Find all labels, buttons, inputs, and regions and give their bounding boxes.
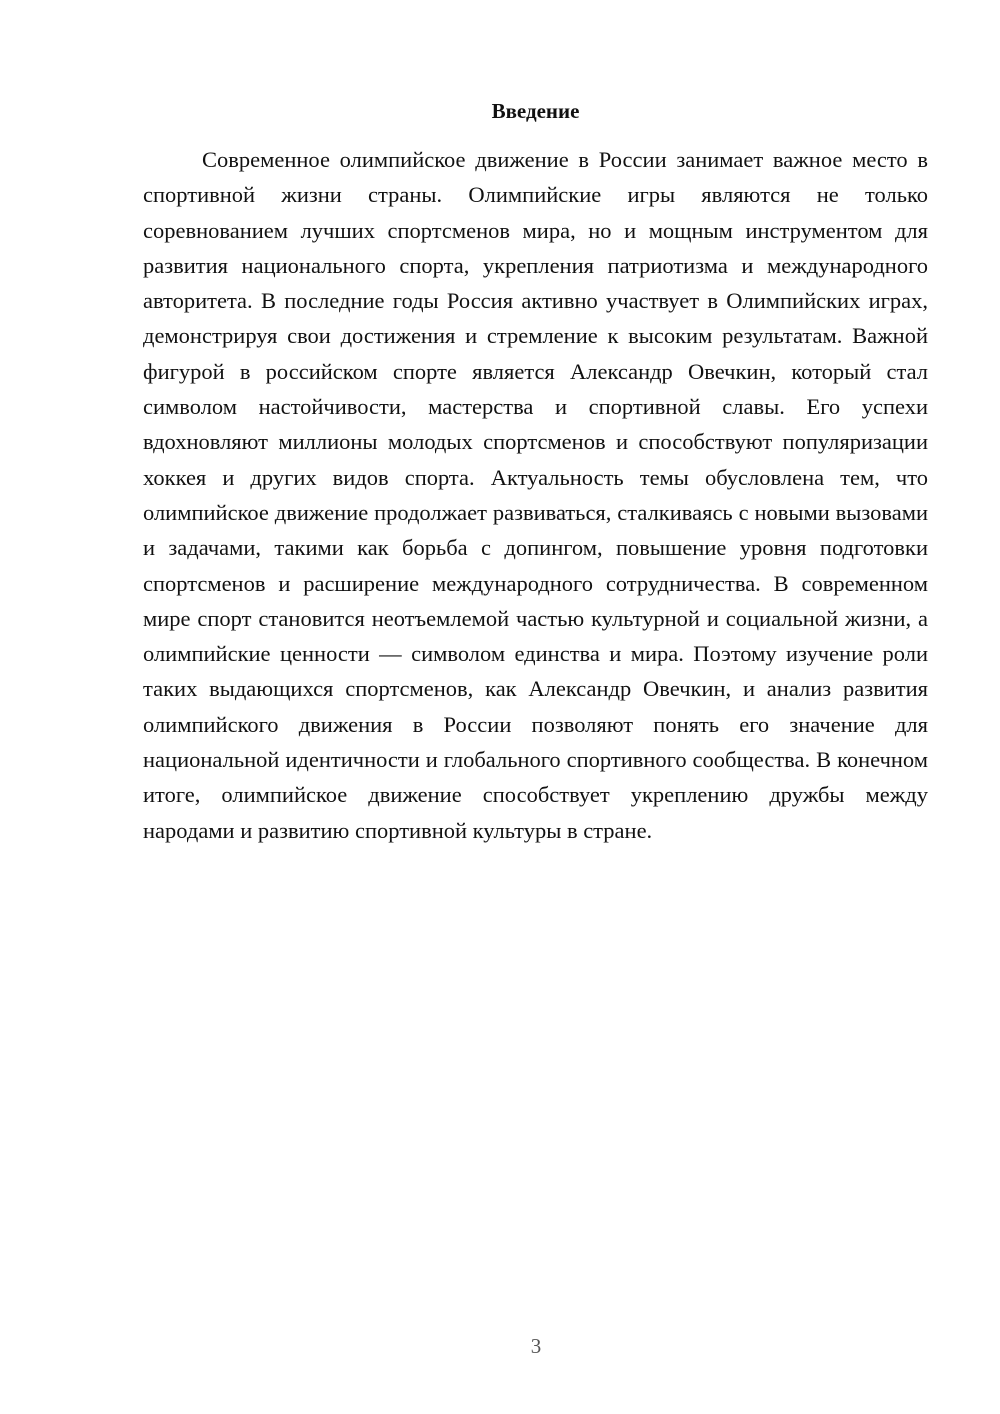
body-paragraph: Современное олимпийское движение в России занимает важное место в спортивной жизни страны. Олимпийские игры являются не только соревнованием лучших спортсменов мира, но и мощным инструментом для развития национального спорта, укрепления патриотизма и международного авторитета. В последние годы Россия активно участвует в Олимпийских играх, демонстрируя свои достижения и стремление к высоким результатам. Важной фигурой в российском спорте является Александр Овечкин, который стал символом настойчивости, мастерства и спортивной славы. Его успехи вдохновляют миллионы молодых спортсменов и способствуют популяризации хоккея и других видов спорта. Актуальность темы обусловлена тем, что олимпийское движение продолжает развиваться, сталкиваясь с новыми вызовами и задачами, такими как борьба с допингом, повышение уровня подготовки спортсменов и расширение международного сотрудничества. В современном мире спорт становится неотъемлемой частью культурной и социальной жизни, а олимпийские ценности — символом единства и мира. Поэтому изучение роли таких выдающихся спортсменов, как Александр Овечкин, и анализ развития олимпийского движения в России позволяют понять его значение для национальной идентичности и глобального спортивного сообщества. В конечном итоге, олимпийское движение способствует укреплению дружбы между народами и развитию спортивной культуры в стране. [143, 147, 928, 843]
page-number: 3 [530, 1334, 542, 1358]
section-heading: Введение [491, 99, 580, 123]
